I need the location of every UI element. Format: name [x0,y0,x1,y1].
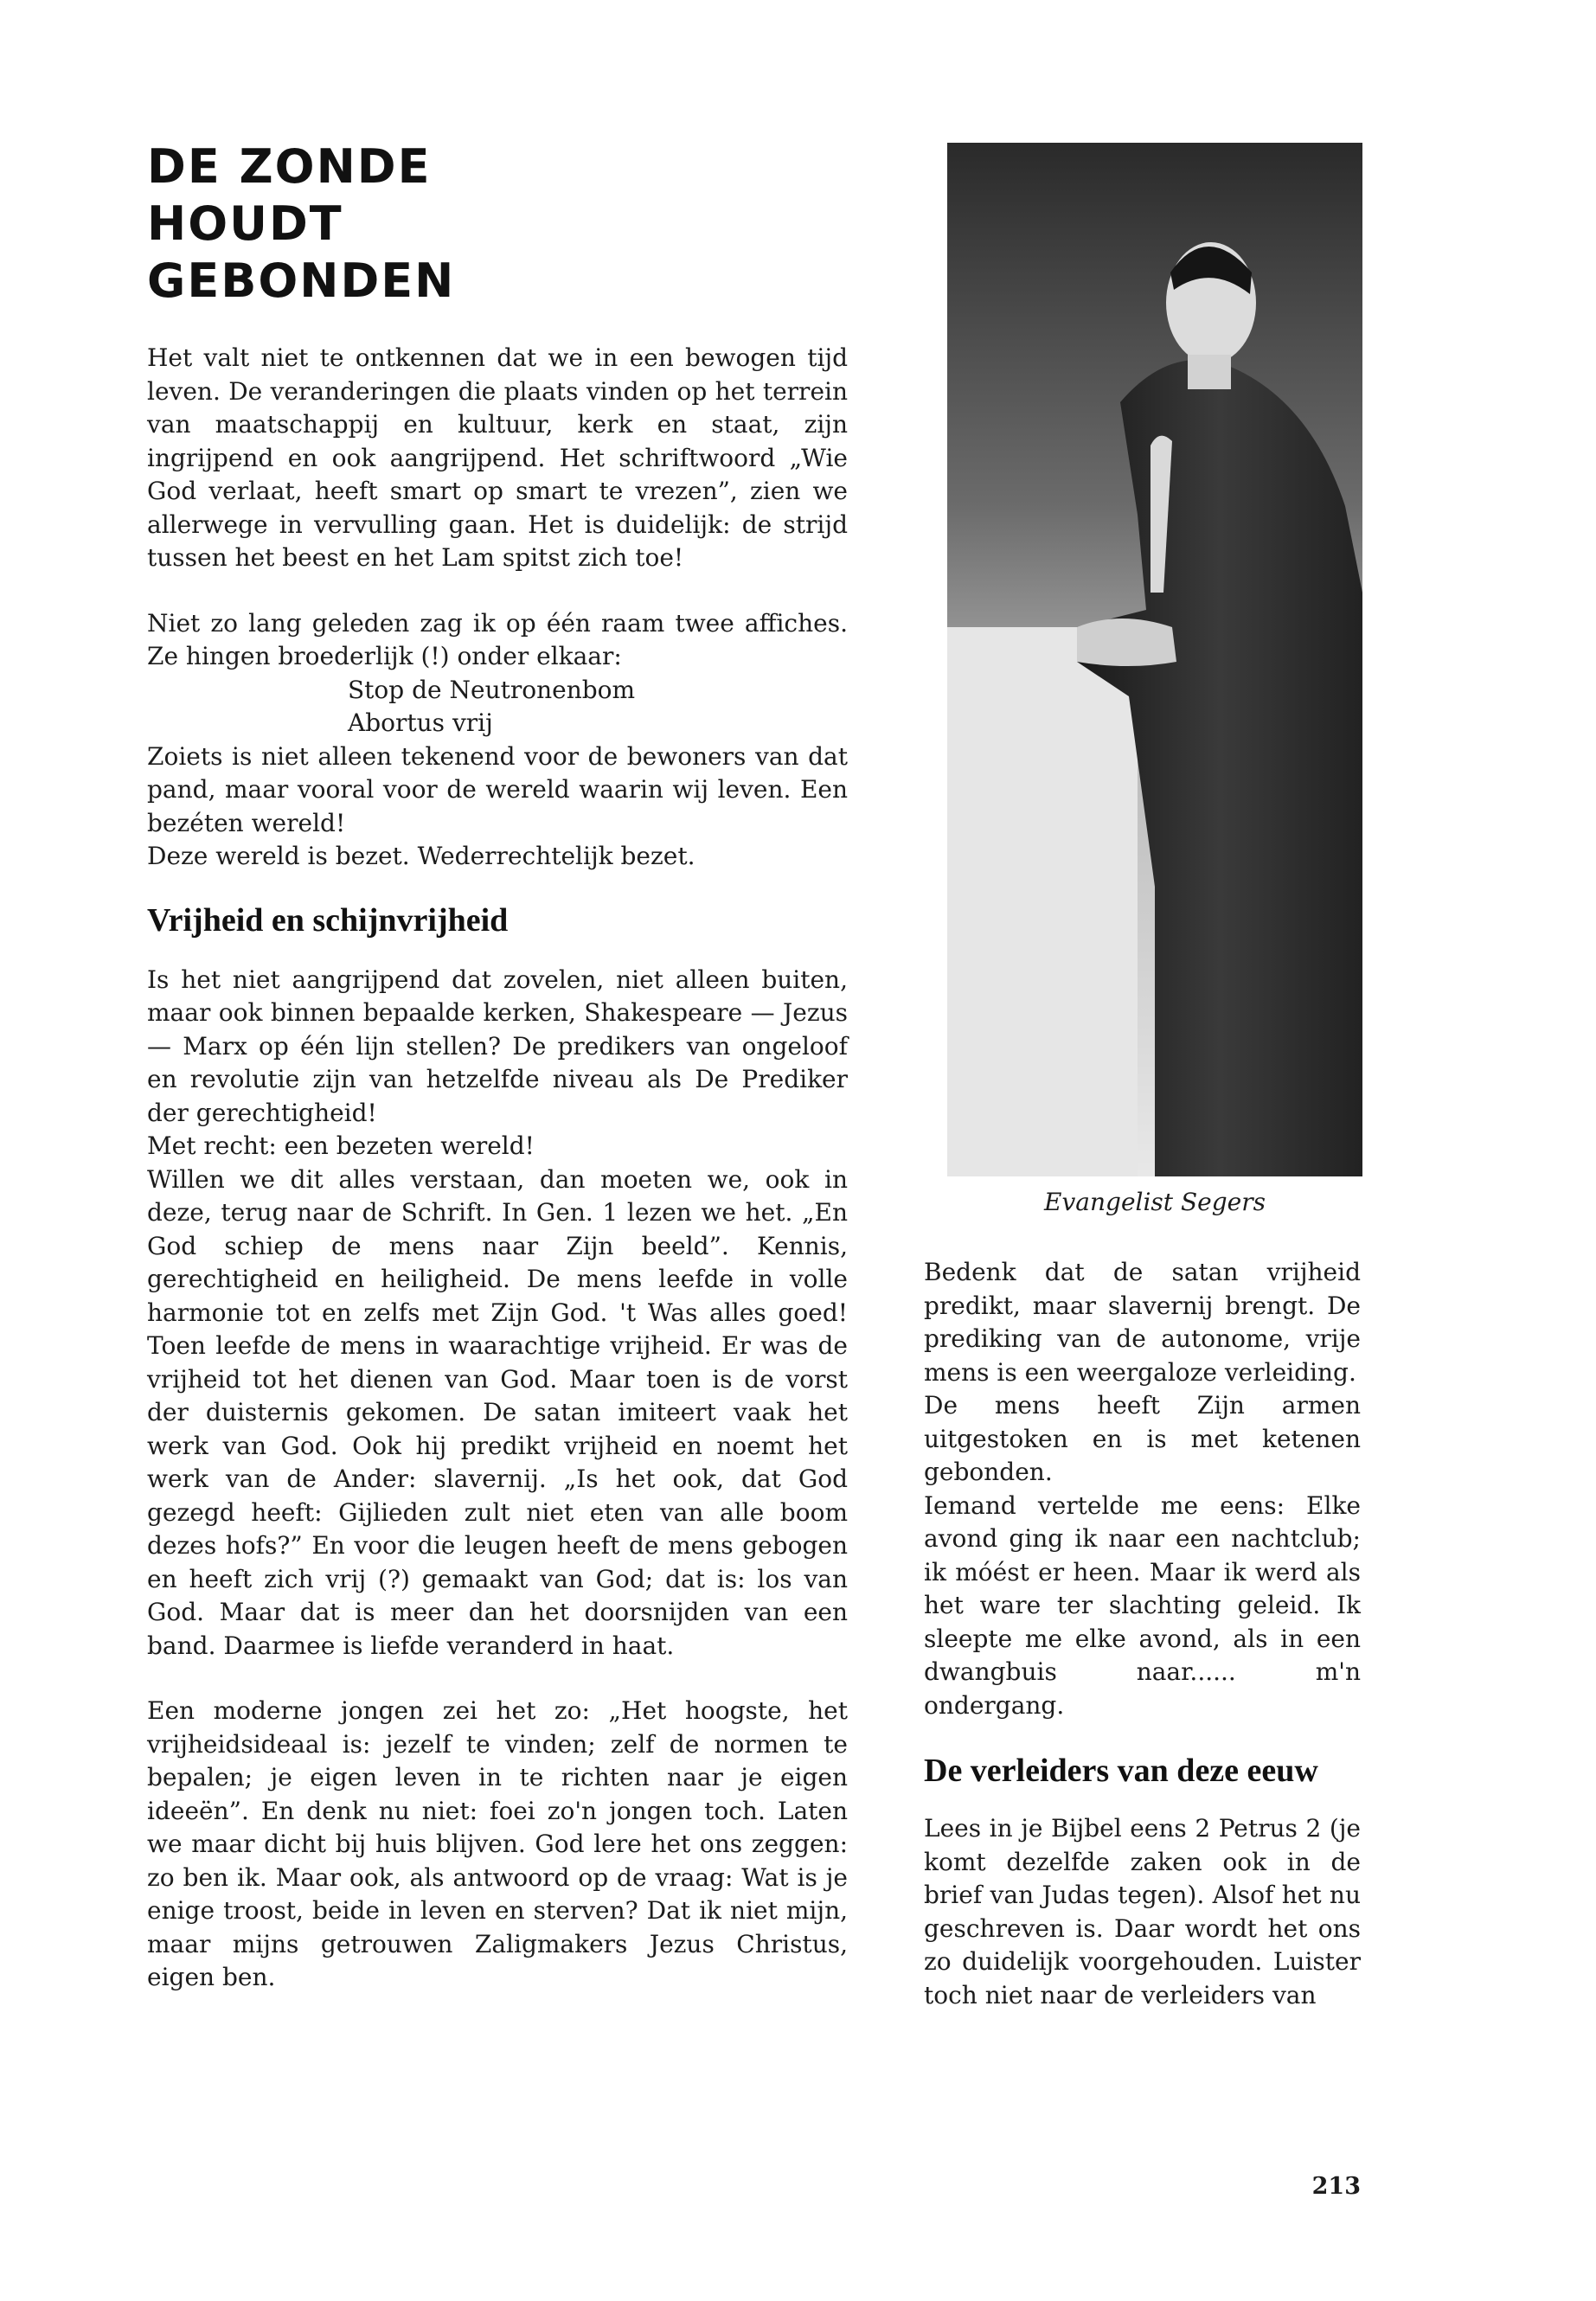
article-title [147,138,666,310]
section-paragraph-4: Een moderne jongen zei het zo: „Het hoogste, het vrijheidsideaal is: jezelf te vinden; zelf de normen te bepalen; je eigen leven in te richten naar je eigen ideeën”. En denk nu niet: foei zo'n jongen toch. Laten we maar dicht bij huis blijven. God lere het ons zeggen: zo ben ik. Maar ook, als antwoord op de vraag: Wat is je enige troost, beide in leven en sterven? Dat ik niet mijn, maar mijns getrouwen Zaligmakers Jezus Christus, eigen ben. [147,1696,848,1991]
right-paragraph-3: Iemand vertelde me eens: Elke avond ging ik naar een nachtclub; ik móést er heen. Maar ik werd als het ware ter slachting geleid. Ik sleepte me elke avond, als in een dwangbuis naar...... m'n ondergang. [924,1490,1361,1720]
right-column [924,1256,1361,2012]
title-line-3: GEBONDEN [147,253,456,308]
left-column [147,342,848,1995]
section-paragraph-1: Is het niet aangrijpend dat zovelen, niet alleen buiten, maar ook binnen bepaalde kerken, Shakespeare — Jezus — Marx op één lijn stellen? De predikers van ongeloof en revolutie zijn van hetzelfde niveau als De Prediker der gerechtigheid! [147,965,848,1127]
right-paragraph-1: Bedenk dat de satan vrijheid predikt, maar slavernij brengt. De prediking van de autonome, vrije mens is een weergaloze verleiding. [924,1258,1361,1387]
title-line-1: DE ZONDE [147,139,432,194]
photo-caption: Evangelist Segers [1044,1188,1266,1216]
poster-text-2: Abortus vrij [348,708,493,737]
evangelist-photo [947,143,1362,1176]
right-paragraph-2: De mens heeft Zijn armen uitgestoken en is met ketenen gebonden. [924,1391,1361,1486]
intro-paragraph-4: Deze wereld is bezet. Wederrechtelijk bezet. [147,842,695,870]
section-heading-seducers: De verleiders van deze eeuw [924,1753,1318,1789]
section-paragraph-2: Met recht: een bezeten wereld! [147,1131,535,1160]
section-heading-freedom: Vrijheid en schijnvrijheid [147,901,509,939]
intro-paragraph-2: Niet zo lang geleden zag ik op één raam twee affiches. Ze hingen broederlijk (!) onder elkaar: [147,608,848,670]
photo-illustration [947,143,1362,1176]
right-paragraph-4: Lees in je Bijbel eens 2 Petrus 2 (je komt dezelfde zaken ook in de brief van Judas tegen). Alsof het nu geschreven is. Daar wordt het ons zo duidelijk voorgehouden. Luister toch niet naar de verleiders van [924,1814,1361,2009]
section-paragraph-3: Willen we dit alles verstaan, dan moeten we, ook in deze, terug naar de Schrift. In Gen. 1 lezen we het. „En God schiep de mens naar Zijn beeld”. Kennis, gerechtigheid en heiligheid. De mens leefde in volle harmonie tot en zelfs met Zijn God. 't Was alles goed! Toen leefde de mens in waarachtige vrijheid. Er was de vrijheid tot het dienen van God. Maar toen is de vorst der duisternis gekomen. De satan imiteert vaak het werk van God. Ook hij predikt vrijheid en noemt het werk van de Ander: slavernij. „Is het ook, dat God gezegd heeft: Gijlieden zult niet eten van alle boom dezes hofs?” En voor die leugen heeft de mens gebogen en heeft zich vrij (?) gemaakt van God; dat is: los van God. Maar dat is meer dan het doorsnijden van een band. Daarmee is liefde veranderd in haat. [147,1164,848,1660]
poster-text-1: Stop de Neutronenbom [348,675,636,704]
title-line-2: HOUDT [147,196,343,251]
intro-paragraph-1: Het valt niet te ontkennen dat we in een bewogen tijd leven. De veranderingen die plaats vinden op het terrein van maatschappij en kultuur, kerk en staat, zijn ingrijpend en ook aangrijpend. Het schriftwoord „Wie God verlaat, heeft smart op smart te vrezen”, zien we allerwege in vervulling gaan. Het is duidelijk: de strijd tussen het beest en het Lam spitst zich toe! [147,343,848,572]
intro-paragraph-3: Zoiets is niet alleen tekenend voor de bewoners van dat pand, maar vooral voor de wereld waarin wij leven. Een bezéten wereld! [147,741,848,837]
page-number: 213 [1311,2173,1361,2200]
